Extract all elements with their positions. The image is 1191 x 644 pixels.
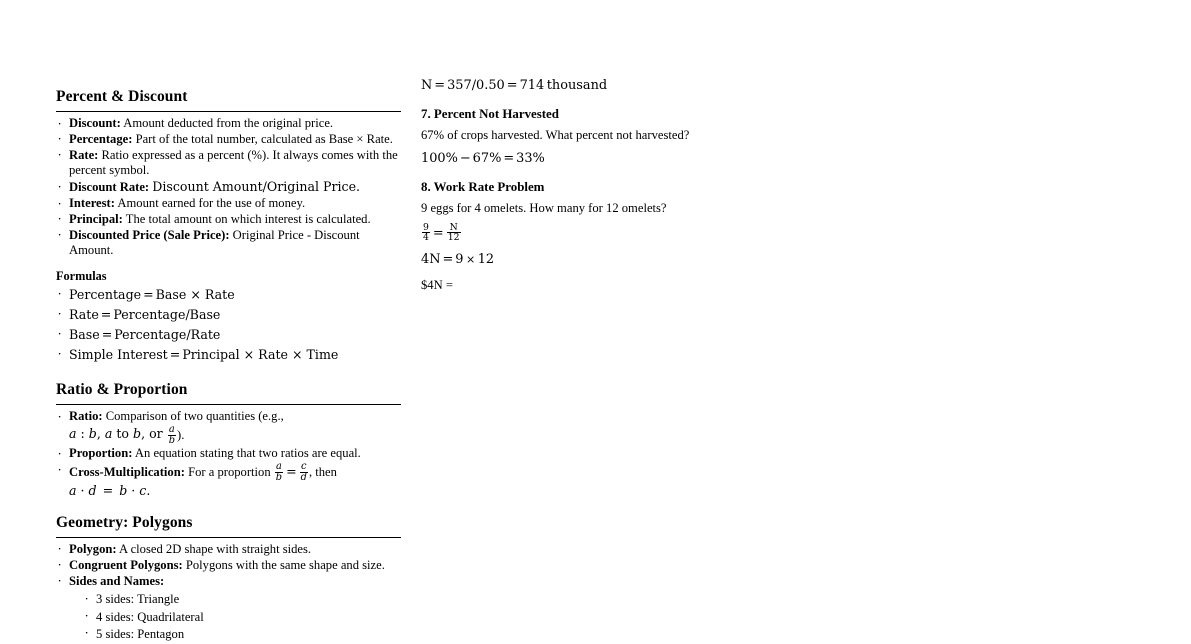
formula-base: Base = Percentage/Rate	[69, 327, 221, 343]
list-item	[56, 132, 402, 147]
definition-text: Amount deducted from the original price.	[123, 116, 334, 130]
definition-text-tail: , then a · d = b · c.	[69, 464, 337, 499]
list-item	[56, 409, 402, 445]
definition-list-ratio-proportion	[56, 409, 402, 499]
definition-text-tail: ).	[177, 427, 185, 442]
section-title-geometry-polygons: Geometry: Polygons	[56, 513, 193, 531]
definition-term: Percentage:	[69, 131, 133, 146]
subsection-title-formulas: Formulas	[56, 269, 107, 284]
list-item	[56, 574, 402, 644]
list-item: ∙ 4 sides: Quadrilateral	[83, 609, 402, 626]
section-geometry-polygons	[56, 514, 402, 643]
list-item	[56, 179, 402, 195]
definition-text: The total amount on which interest is calculated.	[125, 211, 371, 226]
list-item	[56, 542, 402, 557]
definition-list-geometry-polygons	[56, 542, 402, 643]
definition-text: Part of the total number, calculated as Base × Rate.	[135, 131, 393, 146]
section-ratio-proportion	[56, 381, 402, 499]
list-item	[56, 228, 402, 259]
definition-text: For a proportion	[188, 464, 274, 479]
definition-text: Polygons with the same shape and size.	[185, 557, 385, 572]
list-item	[56, 196, 402, 211]
right-column	[421, 78, 761, 293]
definition-term: Interest:	[69, 196, 115, 211]
list-item: ∙ 5 sides: Pentagon	[83, 626, 402, 643]
section-rule-percent-discount	[56, 111, 401, 112]
polygon-sides-list	[69, 591, 402, 643]
list-item	[56, 462, 402, 499]
definition-text: An equation stating that two ratios are equal.	[134, 446, 361, 461]
definition-list-percent-discount	[56, 116, 402, 259]
problem-8-title: 8. Work Rate Problem	[421, 180, 545, 195]
definition-text: Ratio expressed as a percent (%). It always comes with the percent symbol.	[69, 147, 398, 178]
list-item	[56, 116, 402, 131]
section-title-percent-discount: Percent & Discount	[56, 88, 188, 105]
problem-7-question: 67% of crops harvested. What percent not harvested?	[421, 128, 690, 142]
formula-list	[56, 285, 402, 365]
problem-7	[421, 106, 761, 167]
definition-text: Amount earned for the use of money.	[117, 196, 306, 211]
formula-rate: Rate = Percentage/Base	[69, 307, 221, 323]
definition-text: A closed 2D shape with straight sides.	[119, 541, 312, 556]
section-percent-discount	[56, 88, 402, 365]
section-title-ratio-proportion: Ratio & Proportion	[56, 381, 188, 399]
list-item	[56, 345, 402, 365]
section-rule-ratio-proportion	[56, 404, 401, 405]
problem-7-title: 7. Percent Not Harvested	[421, 107, 559, 121]
formula-simple-interest: Simple Interest = Principal × Rate × Time	[69, 347, 339, 363]
list-item	[56, 148, 402, 179]
definition-text-math: Discount Amount/Original Price.	[152, 179, 361, 195]
definition-term: Ratio:	[69, 409, 103, 424]
definition-term: Discounted Price (Sale Price):	[69, 227, 230, 242]
definition-text: Original Price - Discount Amount.	[69, 227, 360, 258]
definition-term: Polygon:	[69, 541, 117, 556]
definition-term: Cross-Multiplication:	[69, 464, 185, 479]
problem-8-proportion: $\frac{9}{4}$ = $\frac{N}{12}$	[423, 221, 460, 244]
definition-term: Principal:	[69, 211, 123, 226]
cross-multiplication-inline-math: $\frac{a}{b}$ = $\frac{c}{d}$	[275, 461, 307, 484]
problem-8-cross-multiply: 4N = 9 × 12	[421, 251, 495, 267]
definition-term: Congruent Polygons:	[69, 557, 183, 572]
definition-term: Proportion:	[69, 446, 133, 461]
problem-7-work: 100% − 67% = 33%	[421, 151, 545, 167]
problem-8	[421, 179, 761, 293]
list-item	[56, 325, 402, 345]
definition-term: Sides and Names:	[69, 573, 165, 588]
left-column	[56, 88, 402, 644]
section-rule-geometry-polygons	[56, 537, 401, 538]
definition-term: Discount Rate:	[69, 180, 150, 195]
carryover-equation: N = 357/0.50 = 714 thousand	[421, 78, 608, 93]
definition-text: Comparison of two quantities (e.g.,	[105, 409, 284, 424]
list-item	[56, 305, 402, 325]
list-item	[56, 285, 402, 305]
ratio-inline-math: a : b, a to b, or $\frac{a}{b}$	[69, 423, 175, 446]
problem-8-trailing-fragment: $4N =	[421, 277, 453, 292]
problem-8-question: 9 eggs for 4 omelets. How many for 12 omelets?	[421, 201, 667, 216]
formula-percentage: Percentage = Base × Rate	[69, 287, 235, 303]
list-item: ∙ 3 sides: Triangle	[83, 591, 402, 608]
list-item	[56, 558, 402, 573]
list-item	[56, 212, 402, 227]
definition-term: Rate:	[69, 147, 99, 162]
definition-term: Discount:	[69, 116, 121, 130]
list-item	[56, 446, 402, 461]
